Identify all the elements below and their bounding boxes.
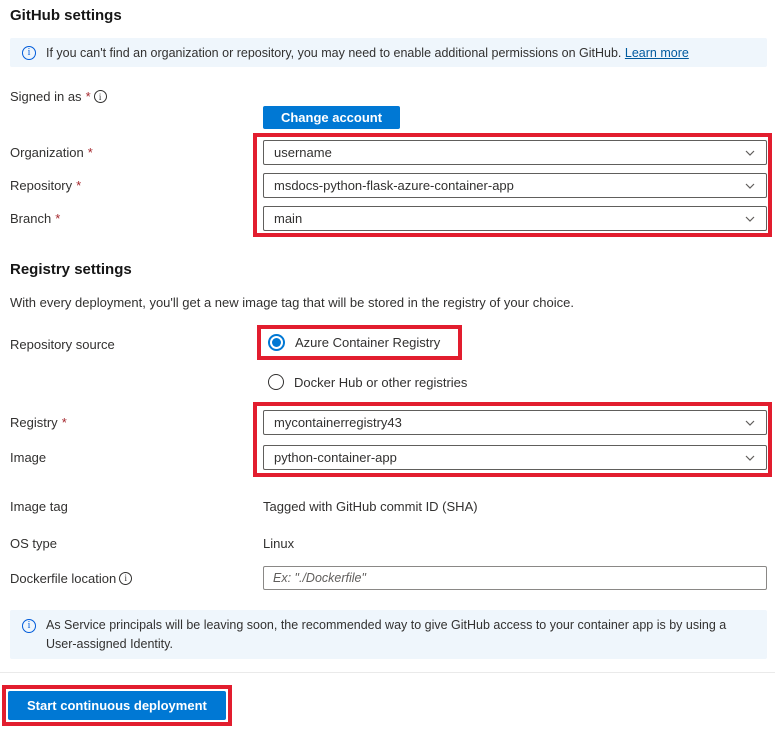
radio-unselected-icon [268,374,284,390]
dockerfile-location-label: Dockerfile location i [10,571,263,586]
organization-value: username [274,145,332,160]
repository-select[interactable] [263,173,767,198]
registry-select[interactable] [263,410,767,435]
radio-selected-icon [268,334,285,351]
chevron-down-icon [744,213,756,225]
chevron-down-icon [744,147,756,159]
image-row [10,445,767,470]
service-principal-info-banner [10,610,767,659]
info-icon [22,619,36,633]
info-icon [119,572,132,585]
image-label: Image [10,450,47,465]
image-select[interactable] [263,445,767,470]
registry-label: Registry * [10,415,67,430]
organization-row [10,140,767,165]
github-settings-title: GitHub settings [10,7,122,24]
github-fields-group [10,140,767,231]
image-tag-row [10,499,767,514]
repository-source-label: Repository source [10,337,115,352]
info-icon [94,90,107,103]
required-asterisk: * [85,89,91,104]
image-tag-label: Image tag [10,499,68,514]
branch-select[interactable] [263,206,767,231]
os-type-value: Linux [263,536,295,551]
radio-azure-container-registry[interactable]: Azure Container Registry [268,334,440,351]
repository-row [10,173,767,198]
dockerfile-location-row [10,566,767,590]
banner-text: If you can't find an organization or repository, you may need to enable additional permissions on GitHub. Learn more [46,45,689,60]
branch-row [10,206,767,231]
image-tag-value: Tagged with GitHub commit ID (SHA) [263,499,478,514]
change-account-button[interactable]: Change account [263,106,400,129]
required-asterisk: * [76,178,82,193]
registry-fields-group [10,410,767,470]
required-asterisk: * [55,211,61,226]
divider [0,672,775,673]
learn-more-link[interactable]: Learn more [624,45,689,60]
image-value: python-container-app [274,450,397,465]
organization-label: Organization * [10,145,93,160]
registry-row [10,410,767,435]
organization-select[interactable] [263,140,767,165]
repository-value: msdocs-python-flask-azure-container-app [274,178,514,193]
branch-label: Branch * [10,211,61,226]
registry-settings-title: Registry settings [10,261,132,278]
repository-source-row [10,325,767,390]
os-type-label: OS type [10,536,57,551]
branch-value: main [274,211,303,226]
dockerfile-location-input[interactable] [263,566,767,590]
github-permissions-info-banner [10,38,767,67]
os-type-row [10,536,767,551]
start-continuous-deployment-button[interactable]: Start continuous deployment [8,691,226,720]
required-asterisk: * [87,145,93,160]
required-asterisk: * [61,415,67,430]
chevron-down-icon [744,417,756,429]
radio-docker-hub[interactable]: Docker Hub or other registries [268,374,767,390]
signed-in-as-row [10,89,767,104]
info-icon [22,46,36,60]
chevron-down-icon [744,180,756,192]
chevron-down-icon [744,452,756,464]
registry-value: mycontainerregistry43 [274,415,402,430]
red-highlight-box [2,685,232,726]
registry-settings-description: With every deployment, you'll get a new image tag that will be stored in the registry of your choice. [10,295,574,310]
signed-in-as-label: Signed in as * i [10,89,263,104]
repository-label: Repository * [10,178,82,193]
banner-text: As Service principals will be leaving soon, the recommended way to give GitHub access to your container app is by using a User-assigned Identity. [46,618,727,651]
red-highlight-box [257,325,462,360]
